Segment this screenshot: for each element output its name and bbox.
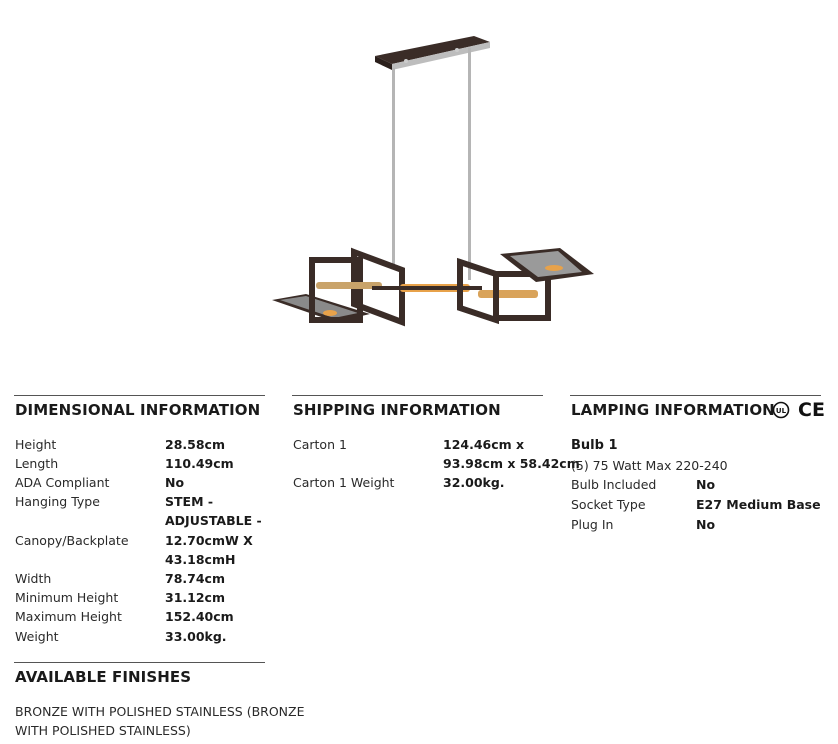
bulb-description: (5) 75 Watt Max 220-240 <box>571 458 728 473</box>
canopy-plate <box>375 36 490 70</box>
lamp-value-plug-in: No <box>696 517 716 532</box>
dim-value-min-height: 31.12cm <box>165 590 225 605</box>
ship-value-carton-2: 93.98cm x 58.42cm <box>443 456 580 471</box>
dim-label-height: Height <box>15 437 57 452</box>
dim-value-weight: 33.00kg. <box>165 629 227 644</box>
dim-value-hanging-type-2: ADJUSTABLE - <box>165 513 262 528</box>
shipping-heading: SHIPPING INFORMATION <box>293 401 501 419</box>
ship-value-carton: 124.46cm x <box>443 437 525 452</box>
dim-label-length: Length <box>15 456 59 471</box>
ship-label-carton: Carton 1 <box>293 437 347 452</box>
rule-dimensional <box>14 395 265 396</box>
lamping-heading: LAMPING INFORMATION <box>571 401 775 419</box>
ce-mark-icon: CE <box>798 399 825 421</box>
dim-label-min-height: Minimum Height <box>15 590 119 605</box>
dim-value-ada: No <box>165 475 185 490</box>
finish-line-2: WITH POLISHED STAINLESS) <box>15 723 191 738</box>
svg-text:UL: UL <box>775 407 787 415</box>
rule-shipping <box>292 395 543 396</box>
dim-label-max-height: Maximum Height <box>15 609 122 624</box>
dim-value-max-height: 152.40cm <box>165 609 234 624</box>
dim-value-canopy: 12.70cmW X <box>165 533 253 548</box>
ship-value-carton-weight: 32.00kg. <box>443 475 505 490</box>
center-bulbs <box>316 282 538 298</box>
dim-value-hanging-type: STEM - <box>165 494 214 509</box>
bulb-title: Bulb 1 <box>571 438 618 453</box>
dim-value-length: 110.49cm <box>165 456 234 471</box>
dim-label-hanging-type: Hanging Type <box>15 494 100 509</box>
dim-label-width: Width <box>15 571 52 586</box>
dim-label-ada: ADA Compliant <box>15 475 110 490</box>
dim-value-width: 78.74cm <box>165 571 225 586</box>
finishes-heading: AVAILABLE FINISHES <box>15 668 192 686</box>
ship-label-carton-weight: Carton 1 Weight <box>293 475 395 490</box>
lamp-label-plug-in: Plug In <box>571 517 614 532</box>
lamp-label-socket-type: Socket Type <box>571 497 646 512</box>
product-image <box>260 28 605 338</box>
lamp-value-socket-type: E27 Medium Base <box>696 497 821 512</box>
rule-lamping <box>570 395 821 396</box>
dim-label-canopy: Canopy/Backplate <box>15 533 129 548</box>
lamp-value-bulb-included: No <box>696 477 716 492</box>
dim-value-canopy-2: 43.18cmH <box>165 552 236 567</box>
finish-line-1: BRONZE WITH POLISHED STAINLESS (BRONZE <box>15 704 305 719</box>
rule-finishes <box>14 662 265 663</box>
dim-value-height: 28.58cm <box>165 437 225 452</box>
lamp-label-bulb-included: Bulb Included <box>571 477 657 492</box>
dimensional-heading: DIMENSIONAL INFORMATION <box>15 401 261 419</box>
ul-listed-icon <box>770 401 792 421</box>
dim-label-weight: Weight <box>15 629 59 644</box>
stems <box>392 48 471 280</box>
